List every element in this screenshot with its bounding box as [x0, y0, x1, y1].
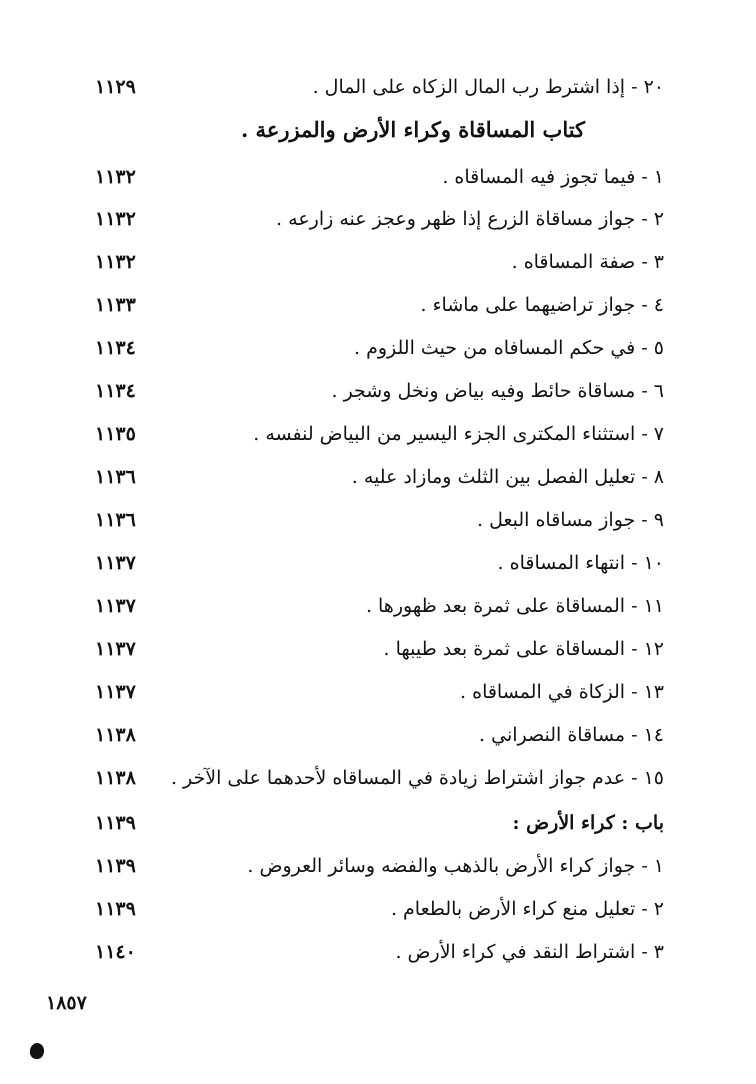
- entry-title: ١٥ - عدم جواز اشتراط زيادة في المساقاه لأحدهما على الآخر .: [170, 767, 664, 789]
- index-entry: [0, 206, 756, 249]
- footer-page-number: ١٨٥٧: [46, 992, 87, 1014]
- section-heading: [0, 116, 756, 144]
- index-entry: [0, 722, 756, 765]
- index-entry: [0, 593, 756, 636]
- entry-title: ١ - جواز كراء الأرض بالذهب والفضه وسائر العروض .: [247, 855, 664, 877]
- index-entry: [0, 765, 756, 808]
- index-entry: [0, 335, 756, 378]
- index-entry: [0, 164, 756, 207]
- entry-title: ٧ - استثناء المكترى الجزء اليسير من البياض لنفسه .: [253, 423, 664, 445]
- entry-page-number: ١١٣٢: [95, 208, 136, 230]
- entry-page-number: ١١٣٨: [95, 767, 136, 789]
- entry-page-number: ١١٣٤: [95, 380, 136, 402]
- entry-title: ٤ - جواز تراضيهما على ماشاء .: [420, 294, 664, 316]
- entry-title: ٣ - اشتراط النقد في كراء الأرض .: [395, 941, 664, 963]
- bab-heading: [0, 810, 756, 853]
- index-entry: [0, 249, 756, 292]
- entry-title: ٨ - تعليل الفصل بين الثلث ومازاد عليه .: [351, 466, 664, 488]
- entry-page-number: ١١٣٧: [95, 595, 136, 617]
- entry-page-number: ١١٣٦: [95, 509, 136, 531]
- entry-title: ١٤ - مساقاة النصراني .: [479, 724, 664, 746]
- entry-page-number: ١١٤٠: [95, 941, 136, 963]
- section-heading-text: كتاب المساقاة وكراء الأرض والمزرعة .: [240, 117, 586, 142]
- entry-page-number: ١١٣٢: [95, 251, 136, 273]
- entry-title: ١١ - المساقاة على ثمرة بعد ظهورها .: [365, 595, 664, 617]
- index-entry: [0, 853, 756, 896]
- index-entry: [0, 636, 756, 679]
- index-entry: [0, 939, 756, 982]
- entry-page-number: ١١٣٥: [95, 423, 136, 445]
- entry-title: ١٠ - انتهاء المساقاه .: [497, 552, 664, 574]
- entry-title: ١٣ - الزكاة في المساقاه .: [460, 681, 664, 703]
- entry-page-number: ١١٣٩: [95, 855, 136, 877]
- entry-page-number: ١١٣٩: [95, 812, 136, 834]
- entry-page-number: ١١٣٣: [95, 294, 136, 316]
- ink-blot-icon: [29, 1042, 45, 1060]
- entry-title: ٩ - جواز مساقاه البعل .: [477, 509, 664, 531]
- index-entry: [0, 679, 756, 722]
- entry-page-number: ١١٣٨: [95, 724, 136, 746]
- entry-title: ١ - فيما تجوز فيه المساقاه .: [442, 166, 664, 188]
- index-entry: [0, 421, 756, 464]
- index-entry: [0, 896, 756, 939]
- entry-title: ٣ - صفة المساقاه .: [511, 251, 664, 273]
- index-entry: [0, 292, 756, 335]
- entry-title: ٦ - مساقاة حائط وفيه بياض ونخل وشجر .: [331, 380, 664, 402]
- index-entry: [0, 507, 756, 550]
- index-entry: [0, 550, 756, 593]
- entry-title: ٥ - في حكم المسافاه من حيث اللزوم .: [354, 337, 664, 359]
- entry-page-number: ١١٣٤: [95, 337, 136, 359]
- entry-page-number: ١١٣٧: [95, 552, 136, 574]
- entry-title: ٢ - تعليل منع كراء الأرض بالطعام .: [390, 898, 664, 920]
- index-entry: [0, 74, 756, 117]
- bab-title: باب : كراء الأرض :: [512, 812, 664, 834]
- entry-page-number: ١١٢٩: [95, 76, 136, 98]
- entry-page-number: ١١٣٧: [95, 638, 136, 660]
- entry-page-number: ١١٣٢: [95, 166, 136, 188]
- index-entry: [0, 464, 756, 507]
- entry-page-number: ١١٣٧: [95, 681, 136, 703]
- entry-title: ٢٠ - إذا اشترط رب المال الزكاه على المال .: [312, 76, 664, 98]
- entry-title: ٢ - جواز مساقاة الزرع إذا ظهر وعجز عنه زارعه .: [276, 208, 664, 230]
- entry-page-number: ١١٣٦: [95, 466, 136, 488]
- entry-page-number: ١١٣٩: [95, 898, 136, 920]
- entry-title: ١٢ - المساقاة على ثمرة بعد طيبها .: [383, 638, 664, 660]
- index-entry: [0, 378, 756, 421]
